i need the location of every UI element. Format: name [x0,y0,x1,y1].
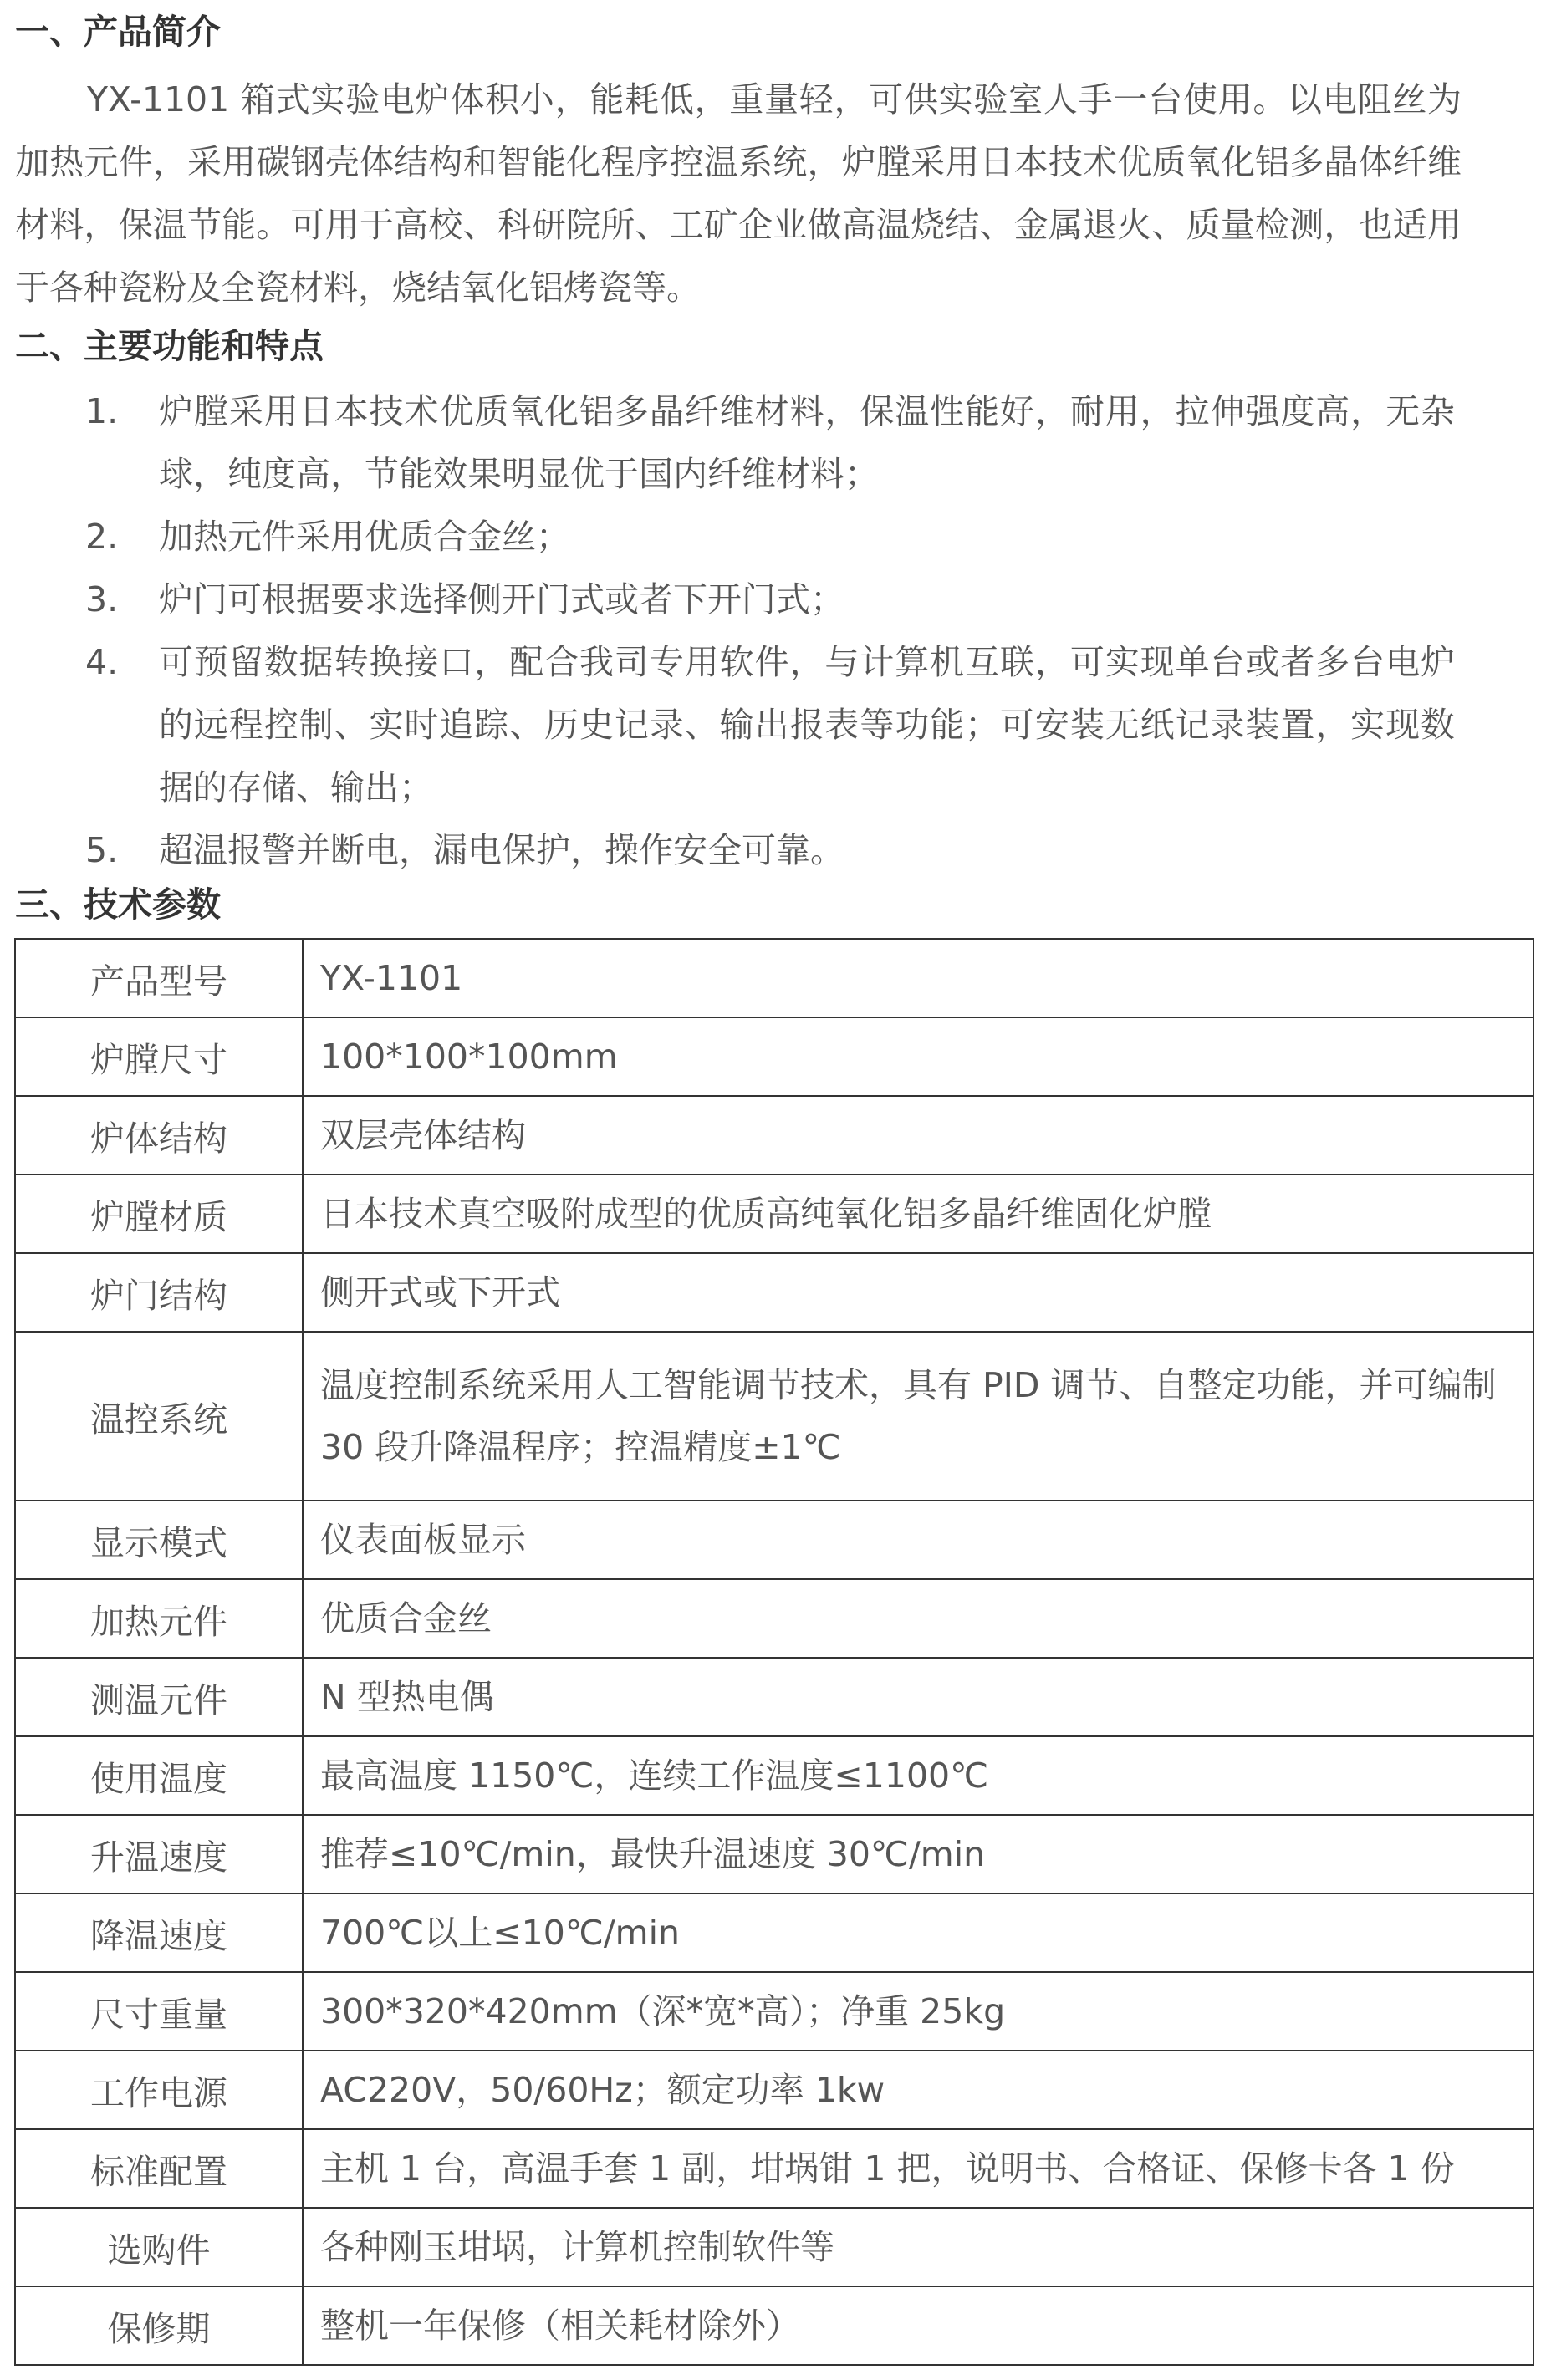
spec-label: 保修期 [15,2286,303,2365]
spec-value: 推荐≤10℃/min，最快升温速度 30℃/min [303,1815,1533,1893]
table-row [15,1893,1533,1972]
spec-label: 尺寸重量 [15,1972,303,2051]
feature-list [0,380,1546,882]
spec-label: 产品型号 [15,939,303,1017]
spec-label: 炉膛尺寸 [15,1017,303,1096]
spec-label: 温控系统 [15,1332,303,1501]
table-row [15,2208,1533,2286]
specs-table [14,938,1534,2366]
spec-value: 日本技术真空吸附成型的优质高纯氧化铝多晶纤维固化炉膛 [303,1175,1533,1253]
table-row [15,1501,1533,1579]
table-row [15,2051,1533,2129]
list-item-text: 加热元件采用优质合金丝； [159,517,570,557]
spec-label: 工作电源 [15,2051,303,2129]
spec-value: 各种刚玉坩埚，计算机控制软件等 [303,2208,1533,2286]
spec-label: 显示模式 [15,1501,303,1579]
spec-value: YX-1101 [303,939,1533,1017]
list-item-number: 4. [85,642,119,682]
list-item [0,568,1455,631]
spec-value: 双层壳体结构 [303,1096,1533,1175]
spec-label: 加热元件 [15,1579,303,1658]
list-item-text: 炉膛采用日本技术优质氧化铝多晶纤维材料，保温性能好，耐用，拉伸强度高，无杂球，纯度高，节能效果明显优于国内纤维材料； [159,391,1455,494]
spec-value: 温度控制系统采用人工智能调节技术，具有 PID 调节、自整定功能，并可编制 30 段升降温程序；控温精度±1℃ [303,1332,1533,1501]
spec-value: 300*320*420mm（深*宽*高）；净重 25kg [303,1972,1533,2051]
section-heading-specs: 三、技术参数 [15,884,221,925]
list-item-number: 3. [85,579,119,619]
list-item-text: 炉门可根据要求选择侧开门式或者下开门式； [159,579,844,619]
table-row [15,1815,1533,1893]
spec-label: 使用温度 [15,1736,303,1815]
table-row [15,1972,1533,2051]
spec-label: 选购件 [15,2208,303,2286]
table-row [15,1096,1533,1175]
spec-label: 炉膛材质 [15,1175,303,1253]
section-heading-features: 二、主要功能和特点 [15,326,324,366]
table-row [15,2129,1533,2208]
spec-value: N 型热电偶 [303,1658,1533,1736]
spec-value: 整机一年保修（相关耗材除外） [303,2286,1533,2365]
intro-paragraph: YX-1101 箱式实验电炉体积小，能耗低，重量轻，可供实验室人手一台使用。以电阻丝为加热元件，采用碳钢壳体结构和智能化程序控温系统，炉膛采用日本技术优质氧化铝多晶体纤维材料，保温节能。可用于高校、科研院所、工矿企业做高温烧结、金属退火、质量检测，也适用于各种瓷粉及全瓷材料，烧结氧化铝烤瓷等。 [15,79,1462,308]
spec-value: 最高温度 1150℃，连续工作温度≤1100℃ [303,1736,1533,1815]
spec-value: 700℃以上≤10℃/min [303,1893,1533,1972]
table-row [15,1332,1533,1501]
spec-label: 炉门结构 [15,1253,303,1332]
table-row [15,1253,1533,1332]
table-row [15,1736,1533,1815]
spec-value: 100*100*100mm [303,1017,1533,1096]
section-heading-intro: 一、产品简介 [15,12,221,52]
spec-value: 优质合金丝 [303,1579,1533,1658]
table-row [15,1017,1533,1096]
list-item-number: 1. [85,391,119,431]
table-row [15,939,1533,1017]
list-item-number: 2. [85,517,119,557]
list-item [0,506,1455,568]
table-row [15,1658,1533,1736]
spec-value: 仪表面板显示 [303,1501,1533,1579]
list-item-text: 可预留数据转换接口，配合我司专用软件，与计算机互联，可实现单台或者多台电炉的远程控制、实时追踪、历史记录、输出报表等功能；可安装无纸记录装置，实现数据的存储、输出； [159,642,1455,808]
table-row [15,1579,1533,1658]
list-item [0,819,1455,882]
list-item-text: 超温报警并断电，漏电保护，操作安全可靠。 [159,830,844,870]
spec-label: 降温速度 [15,1893,303,1972]
table-row [15,1175,1533,1253]
spec-label: 标准配置 [15,2129,303,2208]
list-item-number: 5. [85,830,119,870]
spec-label: 炉体结构 [15,1096,303,1175]
spec-value: AC220V，50/60Hz；额定功率 1kw [303,2051,1533,2129]
list-item [0,631,1455,819]
spec-value: 侧开式或下开式 [303,1253,1533,1332]
spec-value: 主机 1 台，高温手套 1 副，坩埚钳 1 把，说明书、合格证、保修卡各 1 份 [303,2129,1533,2208]
spec-label: 升温速度 [15,1815,303,1893]
list-item [0,380,1455,506]
table-row [15,2286,1533,2365]
spec-label: 测温元件 [15,1658,303,1736]
